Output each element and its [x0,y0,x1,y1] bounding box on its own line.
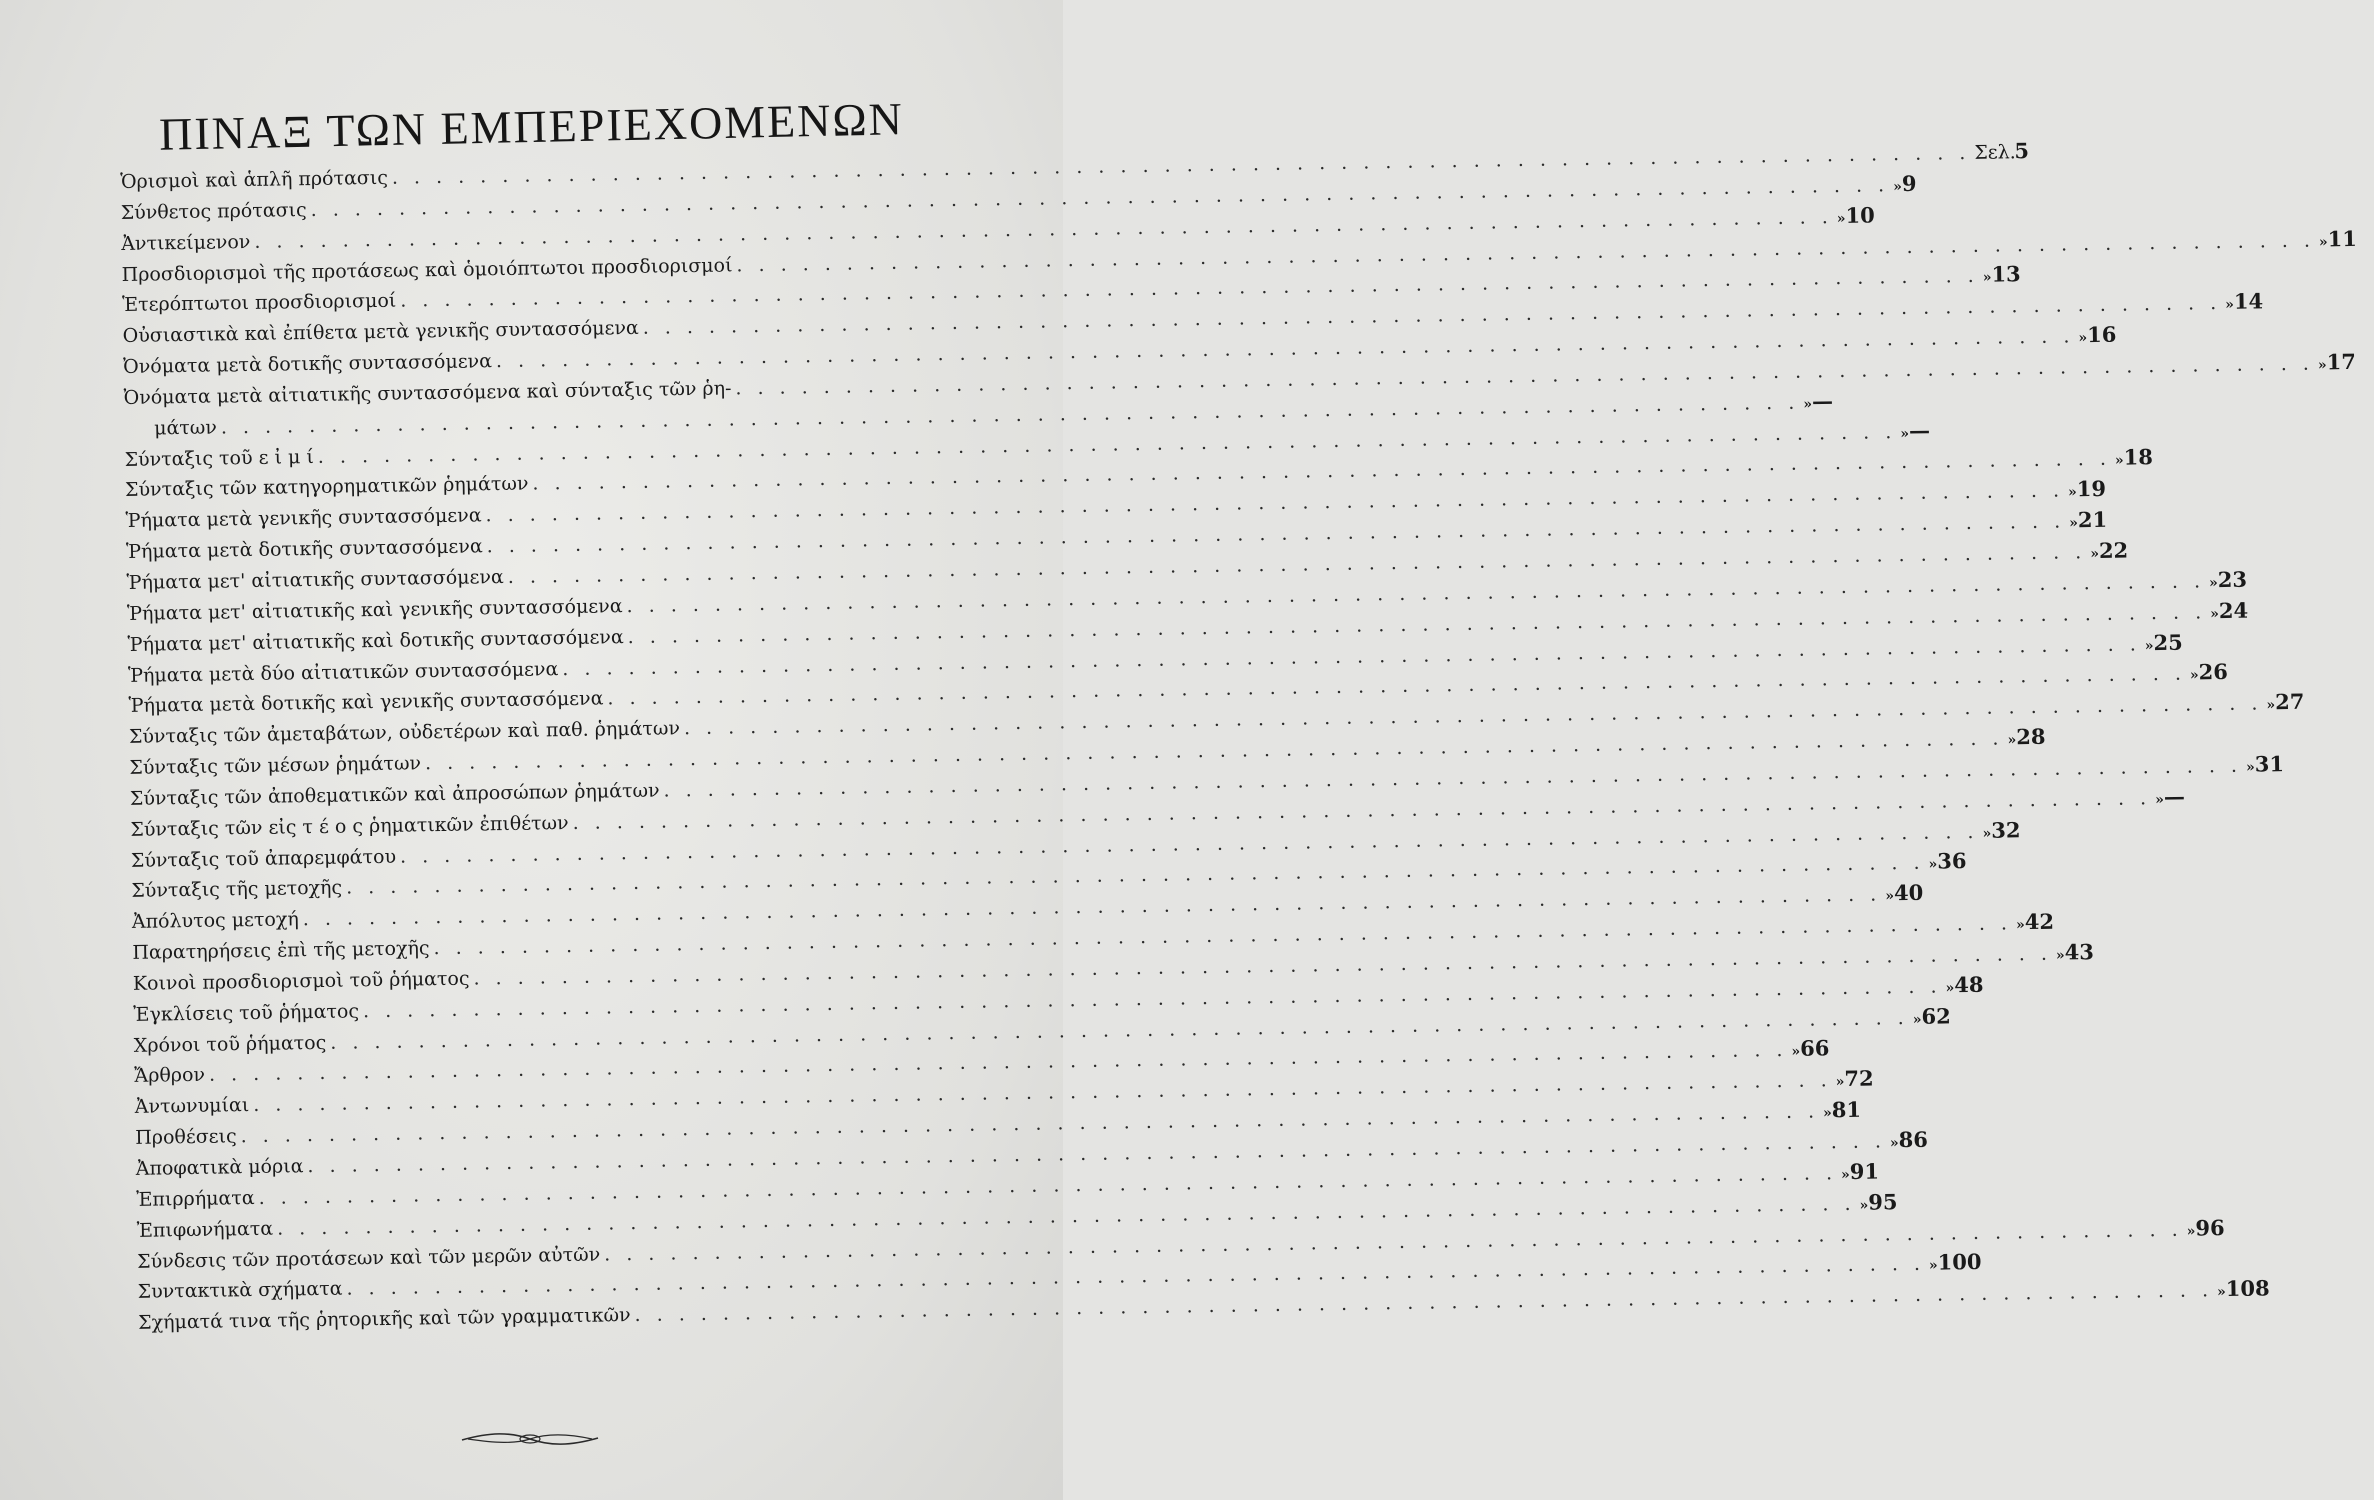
ditto-mark: » [1893,178,1903,195]
ditto-mark: » [2090,545,2100,563]
toc-entry-title: Σύνταξις τῶν κατηγορηματικῶν ῥημάτων [124,473,529,502]
ditto-mark: » [1900,425,1910,442]
toc-entry-title: Ῥήματα μετ' αἰτιατικῆς καὶ δοτικῆς συντασσόμενα [127,625,624,656]
toc-entry-title: Σύνταξις τῶν ἀποθεματικῶν καὶ ἀπροσώπων ῥημάτων [129,779,660,810]
toc-entry-page: 96 [2195,1214,2225,1241]
toc-entry-title: Σύνδεσις τῶν προτάσεων καὶ τῶν μερῶν αὐτῶν [137,1243,601,1273]
toc-entry-page: 86 [1898,1126,1929,1153]
toc-entry-page: 19 [2076,476,2107,502]
ditto-mark: » [2155,791,2165,808]
toc-entry-page: 40 [1893,880,1924,906]
ditto-mark: » [2189,667,2199,684]
toc-entry-title: Σχήματά τινα τῆς ῥητορικῆς καὶ τῶν γραμματικῶν [138,1304,631,1335]
toc-entry-title: Προθέσεις [135,1125,237,1150]
ditto-mark: » [1928,856,1938,874]
ditto-mark: » [2007,732,2017,749]
toc-entry-page: — [2163,783,2186,809]
toc-entry-title: Ῥήματα μετ' αἰτιατικῆς καὶ γενικῆς συντασσόμενα [126,594,623,625]
toc-entry-page: 28 [2016,723,2046,750]
toc-entry-page: 13 [1991,261,2021,287]
toc-entry-title: Οὐσιαστικὰ καὶ ἐπίθετα μετὰ γενικῆς συντασσόμενα [122,317,639,348]
ditto-mark: » [1982,269,1992,287]
ditto-mark: » [2216,1284,2226,1301]
toc-entry-page: 72 [1844,1065,1874,1092]
toc-entry-title: μάτων [153,416,218,440]
toc-entry-title: Ῥήματα μετ' αἰτιατικῆς συντασσόμενα [126,565,504,594]
toc-entry-page: 32 [1991,816,2021,843]
toc-entry-title: Ἀπόλυτος μετοχή [131,908,299,934]
toc-entry-title: Ἀποφατικὰ μόρια [135,1155,304,1180]
toc-entry-title: Ῥήματα μετὰ γενικῆς συντασσόμενα [125,504,482,533]
ditto-mark: » [1885,888,1895,905]
ditto-mark: » [1803,396,1813,413]
toc-entry-page: 10 [1845,202,1875,228]
toc-entry-page: 42 [2024,908,2055,935]
toc-entry-title: Χρόνοι τοῦ ῥήματος [133,1031,327,1057]
toc-entry-title: Ἄρθρον [134,1064,206,1088]
ditto-mark: » [2208,574,2218,592]
ditto-mark: » [1912,1011,1922,1028]
toc-entry-title: Προσδιορισμοὶ τῆς προτάσεως καὶ ὁμοιόπτωτοι προσδιορισμοί [121,253,733,286]
toc-entry-page: 22 [2098,537,2129,563]
ditto-mark: » [2114,453,2124,470]
ditto-mark: » [1982,825,1992,842]
toc-entry-title: Συντακτικὰ σχήματα [137,1278,343,1304]
page-title: ΠΙΝΑΞ ΤΩΝ ΕΜΠΕΡΙΕΧΟΜΕΝΩΝ [158,93,905,160]
toc-entry-title: Σύνταξις τοῦ ε ἰ μ ί [124,445,314,471]
ditto-mark: » [1928,1257,1938,1275]
toc-entry-page: 25 [2153,629,2183,655]
toc-entry-page: 18 [2123,444,2154,471]
ditto-mark: » [2225,297,2235,314]
toc-entry-page: 11 [2327,225,2358,251]
toc-entry-title: Κοινοὶ προσδιορισμοὶ τοῦ ῥήματος [132,967,470,995]
ditto-mark: » [2015,917,2025,934]
toc-entry-title: Σύνταξις τοῦ ἀπαρεμφάτου [130,845,397,872]
toc-entry-page: 27 [2274,688,2305,715]
ditto-mark: Σελ. [1974,141,2016,164]
toc-entry-page: 81 [1831,1096,1862,1123]
ditto-mark: » [2266,697,2276,714]
table-of-contents [120,138,2358,1338]
toc-entry-title: Σύνθετος πρότασις [120,198,307,224]
toc-entry-page: 23 [2217,566,2248,592]
ditto-mark: » [2210,605,2220,622]
toc-entry-title: Σύνταξις τῆς μετοχῆς [131,877,343,903]
toc-entry-title: Σύνταξις τῶν μέσων ῥημάτων [129,752,422,779]
ditto-mark: » [1840,1166,1850,1183]
toc-entry-page: 21 [2077,506,2108,533]
toc-entry-page: 9 [1901,170,1917,196]
toc-entry-page: 43 [2064,939,2095,965]
toc-entry-page: 17 [2326,348,2357,375]
toc-entry-page: 24 [2218,597,2249,623]
ditto-mark: » [2318,233,2328,251]
toc-entry-title: Ῥήματα μετὰ δύο αἰτιατικῶν συντασσόμενα [127,657,559,687]
ditto-mark: » [2317,357,2327,374]
ditto-mark: » [2144,637,2154,654]
toc-entry-page: — [1811,387,1834,414]
toc-entry-title: Ἐπιρρήματα [136,1186,255,1211]
toc-entry-page: 48 [1954,971,1984,998]
toc-entry-page: 14 [2233,288,2264,315]
toc-entry-page: 66 [1800,1035,1830,1062]
ditto-mark: » [1835,1074,1845,1091]
toc-entry-title: Ἀντικείμενον [121,230,251,255]
toc-entry-page: 26 [2198,659,2229,685]
ditto-mark: » [1791,1044,1801,1061]
toc-entry-page: 95 [1868,1188,1898,1215]
ditto-mark: » [2078,330,2088,347]
toc-entry-page: 100 [1937,1249,1982,1275]
toc-entry-page: 31 [2254,750,2285,777]
toc-entry-title: Ἀντωνυμίαι [134,1094,250,1119]
ditto-mark: » [2069,515,2079,532]
toc-entry-title: Ὀνόματα μετὰ δοτικῆς συντασσόμενα [122,350,493,379]
ditto-mark: » [2067,484,2077,501]
toc-entry-page: 36 [1937,848,1967,874]
ditto-mark: » [2245,759,2255,776]
ditto-mark: » [2055,947,2065,964]
ditto-mark: » [1836,210,1846,227]
ornament-icon [460,1428,600,1450]
toc-entry-title: Παρατηρήσεις ἐπὶ τῆς μετοχῆς [132,937,430,964]
toc-entry-title: Ἑτερόπτωτοι προσδιορισμοί [122,290,397,317]
toc-entry-page: 91 [1849,1158,1880,1184]
toc-entry-page: 108 [2225,1275,2270,1302]
toc-entry-title: Ὀνόματα μετὰ αἰτιατικῆς συντασσόμενα καὶ σύνταξις τῶν ῥη- [123,377,732,409]
ditto-mark: » [1889,1135,1899,1152]
toc-entry-title: Ἐγκλίσεις τοῦ ῥήματος [133,1000,360,1026]
toc-entry-page: 62 [1921,1002,1951,1029]
ditto-mark: » [1822,1105,1832,1122]
toc-entry-page: 5 [2014,138,2030,164]
toc-entry-title: Ῥήματα μετὰ δοτικῆς καὶ γενικῆς συντασσόμενα [128,687,604,718]
toc-entry-title: Σύνταξις τῶν εἰς τ έ ο ς ῥηματικῶν ἐπιθέτων [130,811,569,841]
ditto-mark: » [1945,980,1955,997]
toc-entry-title: Ἐπιφωνήματα [136,1217,274,1242]
ditto-mark: » [2186,1223,2196,1240]
toc-entry-page: — [1908,417,1931,443]
ditto-mark: » [1859,1197,1869,1214]
toc-entry-title: Ὁρισμοὶ καὶ ἁπλῆ πρότασις [120,166,389,193]
toc-entry-title: Ῥήματα μετὰ δοτικῆς συντασσόμενα [125,535,483,564]
toc-entry-title: Σύνταξις τῶν ἀμεταβάτων, οὐδετέρων καὶ παθ. ῥημάτων [128,717,681,749]
toc-entry-page: 16 [2086,321,2117,348]
